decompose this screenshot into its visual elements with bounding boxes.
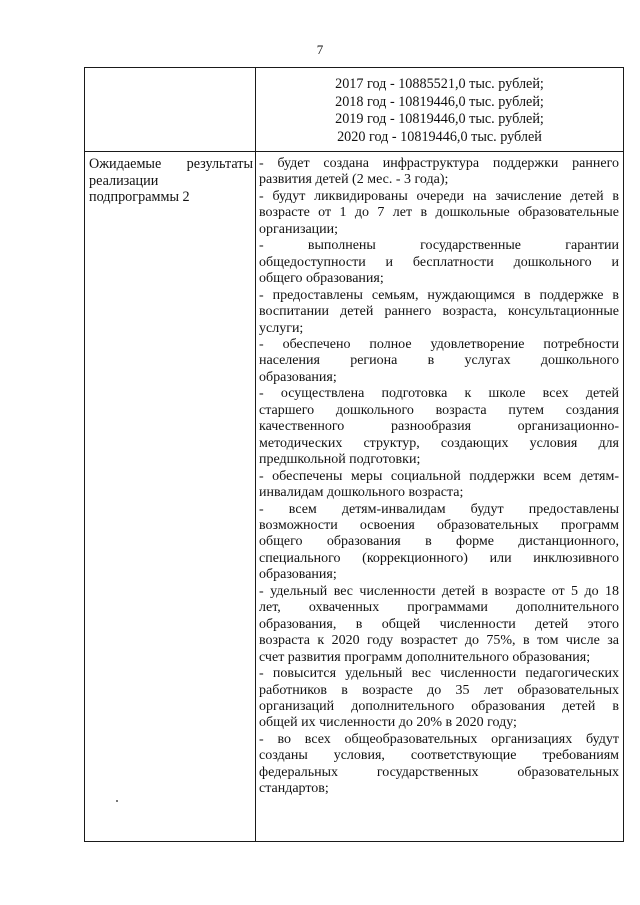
result-line: счет развития программ дополнительного образования;	[259, 649, 591, 665]
scan-speck	[116, 800, 118, 802]
expected-results-cell	[259, 156, 619, 798]
result-line: - повысится удельный вес численности педагогических	[259, 666, 619, 682]
result-line: населения региона в услугах дошкольного	[259, 353, 619, 369]
result-line: образования;	[259, 567, 337, 583]
funding-line-2018: 2018 год - 10819446,0 тыс. рублей;	[335, 93, 544, 110]
result-line: - удельный вес численности детей в возрасте от 5 до 18	[259, 583, 619, 599]
result-line: возможности освоения образовательных программ	[259, 517, 619, 533]
result-line: общей их численности до 20% в 2020 году;	[259, 715, 517, 731]
result-line: воспитании детей раннего возраста, консультационные	[259, 304, 619, 320]
result-line: качественного разнообразия организационно-	[259, 419, 619, 435]
result-line: методических структур, создающих условия для	[259, 435, 619, 451]
result-line: организации;	[259, 221, 339, 237]
result-line: - будут ликвидированы очереди на зачисление детей в	[259, 188, 619, 204]
result-line: - во всех общеобразовательных организациях будут	[259, 731, 619, 747]
row-label-cell	[89, 156, 253, 206]
result-line: предшкольной подготовки;	[259, 452, 421, 468]
column-divider	[255, 68, 256, 841]
funding-line-2017: 2017 год - 10885521,0 тыс. рублей;	[335, 76, 544, 92]
row-divider	[85, 151, 623, 152]
funding-cell	[256, 76, 623, 146]
row-label-line: подпрограммы 2	[89, 189, 190, 206]
result-line: - предоставлены семьям, нуждающимся в поддержке в	[259, 287, 619, 303]
row-label-line: реализации	[89, 172, 159, 189]
result-line: лет, охваченных программами дополнительного	[259, 600, 619, 616]
result-line: возрасте от 1 до 7 лет в дошкольные образовательные	[259, 205, 619, 221]
result-line: - выполнены государственные гарантии	[259, 238, 619, 254]
result-line: услуги;	[259, 320, 304, 336]
result-line: стандартов;	[259, 781, 329, 797]
result-line: организаций дополнительного образования детей в	[259, 698, 619, 714]
result-line: - всем детям-инвалидам будут предоставлены	[259, 501, 619, 517]
result-line: образования, в общей численности детей этого	[259, 616, 619, 632]
result-line: развития детей (2 мес. - 3 года);	[259, 172, 449, 188]
result-line: работников в возрасте до 35 лет образовательных	[259, 682, 619, 698]
result-line: общего образования;	[259, 271, 384, 287]
result-line: - будет создана инфраструктура поддержки раннего	[259, 156, 619, 171]
result-line: образования;	[259, 369, 337, 385]
program-table	[84, 67, 624, 842]
result-line: старшего дошкольного возраста путем создания	[259, 402, 619, 418]
result-line: - обеспечены меры социальной поддержки всем детям-	[259, 468, 619, 484]
result-line: - обеспечено полное удовлетворение потребности	[259, 336, 619, 352]
result-line: инвалидам дошкольного возраста;	[259, 485, 464, 501]
result-line: созданы условия, соответствующие требованиям	[259, 748, 619, 764]
funding-line-2020: 2020 год - 10819446,0 тыс. рублей	[337, 128, 542, 145]
result-line: федеральных государственных образовательных	[259, 764, 619, 780]
row-label-line: Ожидаемые результаты	[89, 156, 253, 172]
result-line: общего образования в форме дистанционного,	[259, 534, 619, 550]
result-line: возраста к 2020 году возрастет до 75%, в том числе за	[259, 633, 619, 649]
result-line: специального (коррекционного) или инклюзивного	[259, 550, 619, 566]
funding-line-2019: 2019 год - 10819446,0 тыс. рублей;	[335, 111, 544, 127]
result-line: - осуществлена подготовка к школе всех детей	[259, 386, 619, 402]
page-number: 7	[316, 42, 324, 57]
result-line: общедоступности и бесплатности дошкольного и	[259, 254, 619, 270]
